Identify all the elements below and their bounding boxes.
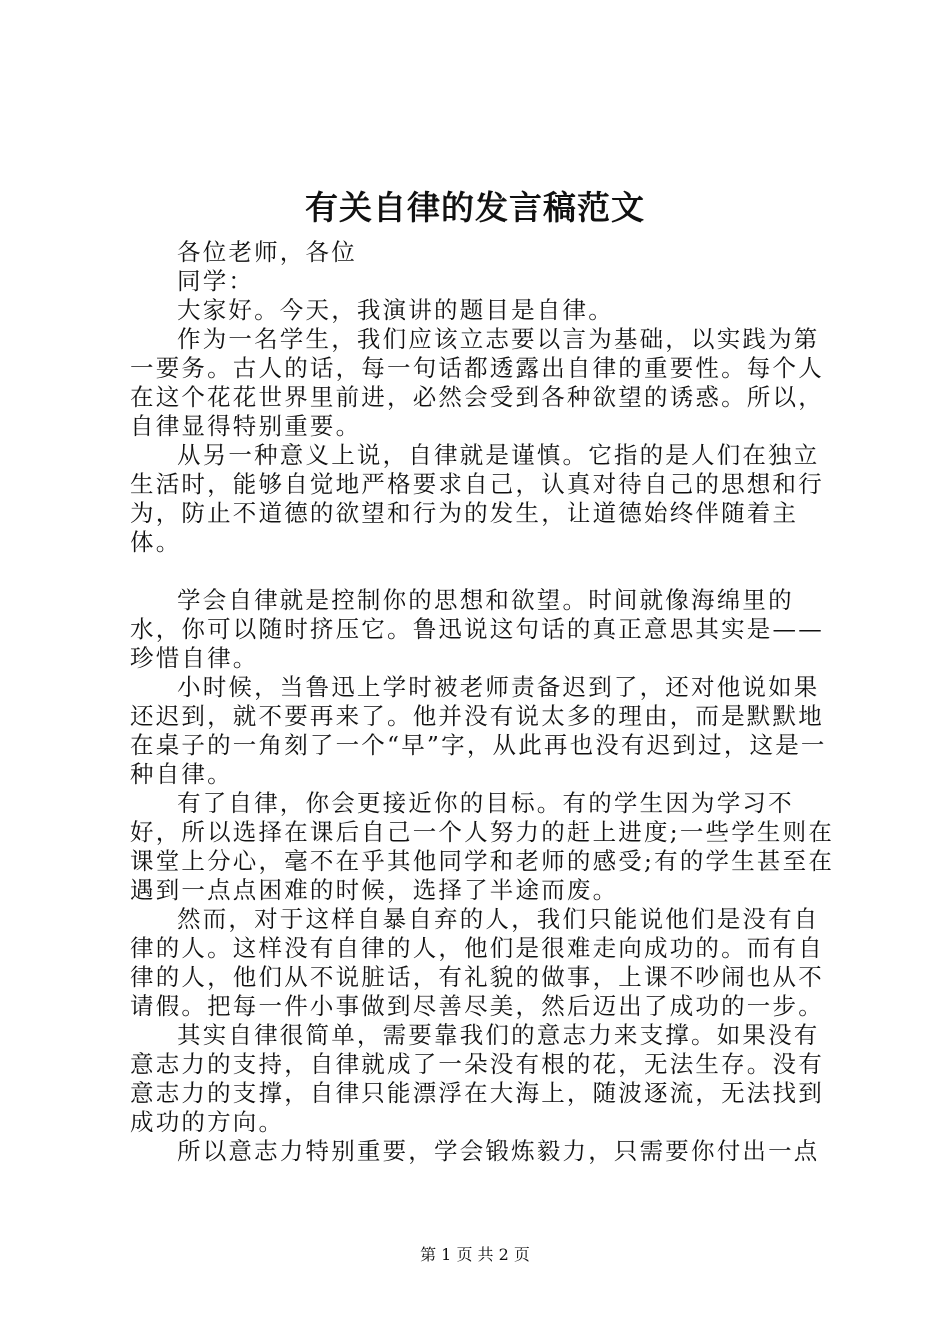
paragraph-greeting-2: 同学： — [177, 267, 255, 295]
document-title: 有关自律的发言稿范文 — [305, 188, 645, 227]
paragraph-1: 作为一名学生，我们应该立志要以言为基础，以实践为第一要务。古人的话，每一句话都透露出自律的重要性。每个人在这个花花世界里前进，必然会受到各种欲望的诱惑。所以，自律显得特别重要。 — [130, 325, 824, 440]
paragraph-opening: 大家好。今天，我演讲的题目是自律。 — [177, 296, 614, 324]
paragraph-6: 然而，对于这样自暴自弃的人，我们只能说他们是没有自律的人。这样没有自律的人，他们是很难走向成功的。而有自律的人，他们从不说脏话，有礼貌的做事，上课不吵闹也从不请假。把每一件小事做到尽善尽美，然后迈出了成功的一步。 — [130, 905, 824, 1020]
paragraph-2: 从另一种意义上说，自律就是谨慎。它指的是人们在独立生活时，能够自觉地严格要求自己，认真对待自己的思想和行为，防止不道德的欲望和行为的发生，让道德始终伴随着主体。 — [130, 441, 824, 556]
paragraph-3: 学会自律就是控制你的思想和欲望。时间就像海绵里的水，你可以随时挤压它。鲁迅说这句话的真正意思其实是——珍惜自律。 — [130, 586, 824, 672]
paragraph-greeting-1: 各位老师，各位 — [177, 238, 357, 266]
paragraph-8: 所以意志力特别重要，学会锻炼毅力，只需要你付出一点 — [177, 1137, 820, 1165]
paragraph-7: 其实自律很简单，需要靠我们的意志力来支撑。如果没有意志力的支持，自律就成了一朵没有根的花，无法生存。没有意志力的支撑，自律只能漂浮在大海上，随波逐流，无法找到成功的方向。 — [130, 1021, 824, 1136]
paragraph-5: 有了自律，你会更接近你的目标。有的学生因为学习不好，所以选择在课后自己一个人努力的赶上进度;一些学生则在课堂上分心，毫不在乎其他同学和老师的感受;有的学生甚至在遇到一点点困难的时候，选择了半途而废。 — [130, 789, 835, 904]
paragraph-4: 小时候，当鲁迅上学时被老师责备迟到了，还对他说如果还迟到，就不要再来了。他并没有说太多的理由，而是默默地在桌子的一角刻了一个“早”字，从此再也没有迟到过，这是一种自律。 — [130, 673, 827, 788]
document-body — [130, 238, 842, 1166]
page-number-footer: 第 1 页 共 2 页 — [420, 1245, 530, 1264]
